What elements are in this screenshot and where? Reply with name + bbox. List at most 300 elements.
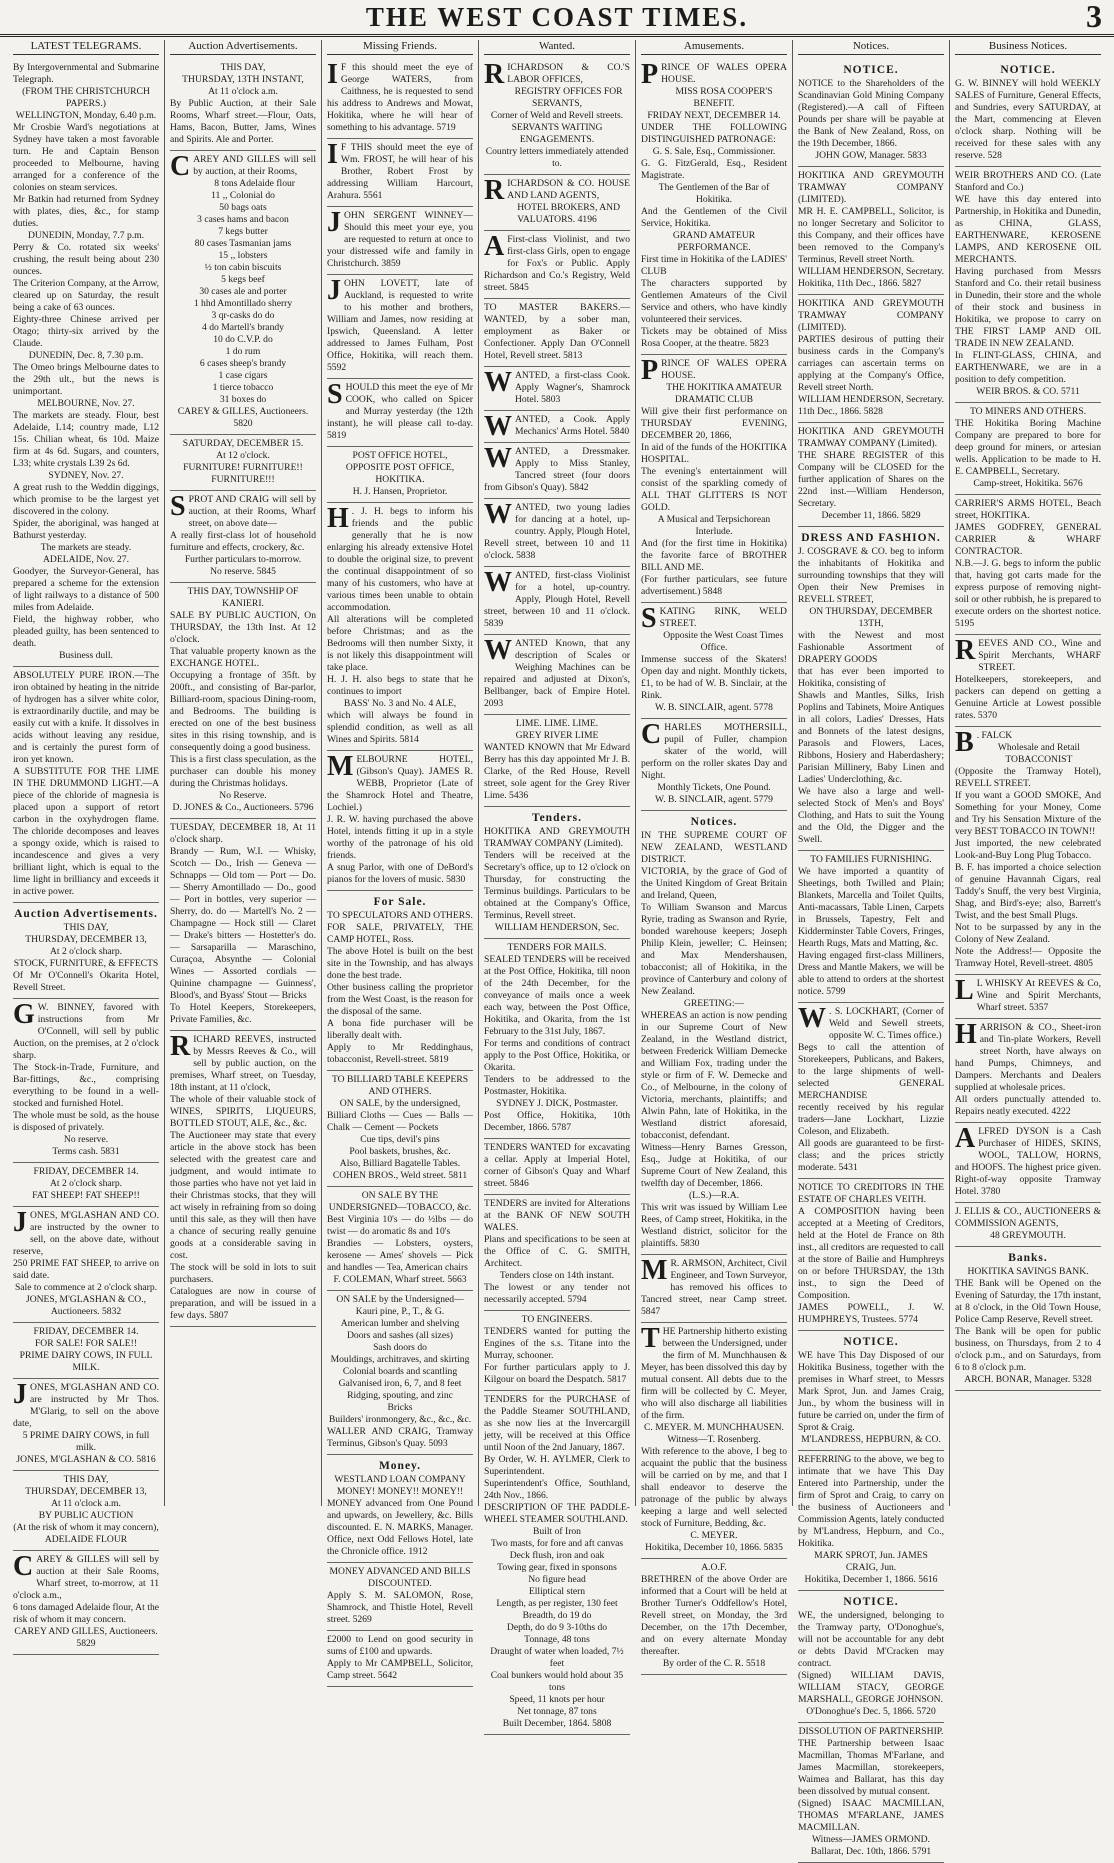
advertisement <box>641 603 787 719</box>
ad-text <box>641 1323 787 1422</box>
ad-text: TENDERS for the PURCHASE of the Paddle Steamer SOUTHLAND, as she now lies at the Invercargill jetty, will be received at this Office until Noon of the 2nd January, 1867. <box>484 1394 630 1453</box>
ad-text: Ballarat, Dec. 10th, 1866. 5791 <box>810 1846 932 1857</box>
ad-text-body: HOULD this meet the eye of Mr COOK, who called on Spicer and Murray yesterday (the 12th instant), he will please call to-day. 5819 <box>327 382 473 441</box>
ad-text: By Intergovernmental and Submarine Telegraph. <box>13 62 159 85</box>
ad-text: A bona fide purchaser will be liberally dealt with. <box>327 1018 473 1041</box>
ad-text: TO MASTER BAKERS.—WANTED, by a sober man, employment as Baker or Confectioner. Apply Dan O'Connell Hotel, Revell street. 5813 <box>484 302 630 361</box>
ad-text: At 2 o'clock sharp. <box>49 946 123 957</box>
drop-cap: S <box>170 491 186 522</box>
ad-text: No figure head <box>528 1574 586 1585</box>
ad-text: HOKITIKA AND GREYMOUTH TRAMWAY COMPANY (LIMITED). <box>798 298 944 333</box>
ad-text: Speed, 11 knots per hour <box>509 1694 605 1705</box>
ad-text: D. JONES & Co., Auctioneers. 5796 <box>172 802 314 813</box>
drop-cap: I <box>327 59 338 90</box>
ad-text-body: ONES, M'GLASHAN AND CO. are instructed by Mr Thos. M'Glarig, to sell on the above date, <box>13 1382 159 1429</box>
ad-text: Doors and sashes (all sizes) <box>346 1330 454 1341</box>
ad-text: WE, the undersigned, belonging to the Tramway party, O'Donoghue's, will not be accountable for any debt or debts David M'Cracken may contract. <box>798 1610 944 1669</box>
ad-text-body: AREY AND GILLES will sell by auction, at their Rooms, <box>193 154 316 177</box>
ad-text: Eighty-three Chinese arrived per Otago; thirty-six arrived by the Claude. <box>13 314 159 349</box>
column-1 <box>8 40 165 1649</box>
ad-text: TO FAMILIES FURNISHING. <box>810 854 932 865</box>
advertisement <box>327 503 473 751</box>
ad-text: DUNEDIN, Dec. 8, 7.30 p.m. <box>28 350 144 361</box>
ad-text: 5 kegs beef <box>221 274 265 285</box>
drop-cap: J <box>327 275 341 306</box>
advertisement <box>327 1631 473 1687</box>
ad-text: Apply to Mr Reddinghaus, tobacconist, Revell-street. 5819 <box>327 1042 473 1065</box>
ad-text: SYDNEY J. DICK, Postmaster. <box>496 1098 618 1109</box>
advertisement <box>327 275 473 379</box>
ad-text-body: R. ARMSON, Architect, Civil Engineer, and Town Surveyor, has removed his offices to Tancred street, near Camp street. 5847 <box>641 1258 787 1317</box>
ad-text <box>484 411 630 442</box>
advertisement <box>798 59 944 167</box>
ad-text: This writ was issued by William Lee Rees, of Camp street, Hokitika, in the Westland district, solicitor for the plaintiffs. 5830 <box>641 1202 787 1249</box>
advertisement <box>955 975 1101 1019</box>
drop-cap: I <box>327 139 338 170</box>
ad-text: 48 GREYMOUTH. <box>990 1230 1066 1241</box>
ad-text <box>955 635 1101 674</box>
advertisement <box>798 851 944 1003</box>
ad-text-body: OHN SERGENT WINNEY—Should this meet your eye, you are requested to return at once to your distressed wife and family in Christchurch. 3859 <box>327 210 473 269</box>
ad-text: POST OFFICE HOTEL, <box>352 450 448 461</box>
ad-text <box>327 379 473 442</box>
ad-text: UNDER THE FOLLOWING DISTINGUISHED PATRONAGE: <box>641 122 787 145</box>
ad-text: FRIDAY NEXT, DECEMBER 14. <box>647 110 781 121</box>
ad-text: Breadth, do 19 do <box>522 1610 592 1621</box>
ad-text: A snug Parlor, with one of DeBord's pianos for the lovers of music. 5830 <box>327 862 473 885</box>
ad-text-body: . S. LOCKHART, (Corner of Weld and Sewell streets, opposite W. C. Times office.) <box>829 1006 944 1041</box>
advertisement <box>327 207 473 275</box>
advertisement <box>798 1591 944 1723</box>
advertisement <box>170 491 316 583</box>
ad-text: Ridging, spouting, and zinc <box>347 1390 453 1401</box>
ad-text-body: ONES, M'GLASHAN AND CO. are instructed by the owner to sell, on the above date, without reserve, <box>13 1210 159 1257</box>
drop-cap: R <box>170 1031 191 1062</box>
ad-text: Goodyer, the Surveyor-General, has prepared a scheme for the extension of light railways to a distance of 500 miles from Adelaide. <box>13 566 159 613</box>
ad-text: All orders punctually attended to. Repairs neatly executed. 4222 <box>955 1094 1101 1117</box>
advertisement <box>484 635 630 715</box>
ad-text <box>170 1031 316 1094</box>
ad-text: G. S. Sale, Esq., Commissioner. <box>652 146 776 157</box>
ad-text: Tonnage, 48 tons <box>524 1634 590 1645</box>
ad-title: Money. <box>378 1460 422 1472</box>
column-4 <box>479 40 636 1729</box>
ad-text: 1 do rum <box>225 346 261 357</box>
ad-text: Brandies — Lobsters, oysters, kerosene — Ames' shovels — Pick and handles — Tea, American chairs <box>327 1238 473 1273</box>
advertisement <box>327 59 473 139</box>
ad-text: The Gentlemen of the Bar of Hokitika. <box>658 182 770 205</box>
ad-text: N.B.—J. G. begs to inform the public that, having got carts made for the express purpose of removing night-soil or other rubbish, he is prepared to execute orders on the shortest notice. 5195 <box>955 558 1102 629</box>
drop-cap: C <box>641 719 662 750</box>
ad-text: Post Office, Hokitika, 10th December, 1866. 5787 <box>484 1110 630 1133</box>
ad-text: Pool baskets, brushes, &c. <box>349 1146 451 1157</box>
ad-text: Mr Crosbie Ward's negotiations at Sydney have taken a most favorable turn. He and Captain Benson proceeded to Melbourne, having arranged for a conference of the colonies on steam services. <box>13 122 159 193</box>
ad-title: NOTICE. <box>1000 64 1056 76</box>
ad-text: MONEY advanced from One Pound and upwards, on Jewellery, &c. Bills discounted. E. N. MARKS, Manager. Office, next Odd Fellows Hotel, late the Chronicle office. 1912 <box>327 1498 473 1557</box>
advertisement <box>327 1187 473 1291</box>
advertisement <box>327 1291 473 1455</box>
ad-text: ARCH. BONAR, Manager. 5328 <box>964 1374 1092 1385</box>
ad-text: TO BILLIARD TABLE KEEPERS AND OTHERS. <box>331 1074 469 1097</box>
ad-text: ON SALE, by the undersigned, <box>339 1098 461 1109</box>
ad-text: MELBOURNE, Nov. 27. <box>37 398 135 409</box>
ad-text: HOKITIKA AND GREYMOUTH TRAMWAY COMPANY (Limited). <box>484 826 630 849</box>
ad-text: HOKITIKA AND GREYMOUTH TRAMWAY COMPANY (LIMITED). <box>798 170 944 205</box>
ad-text: That valuable property known as the EXCHANGE HOTEL. <box>170 646 316 669</box>
drop-cap: R <box>484 59 505 90</box>
ad-text: 7 kegs butter <box>218 226 268 237</box>
ad-text: WILLIAM HENDERSON, Sec. <box>494 922 620 933</box>
ad-text-body: ICHARDSON & CO. HOUSE AND LAND AGENTS, <box>507 178 630 201</box>
ad-text: MONEY ADVANCED AND BILLS DISCOUNTED. <box>329 1566 471 1589</box>
ad-text-body: ICHARDSON & CO.'S LABOR OFFICES, <box>507 62 630 85</box>
ad-text <box>641 719 787 782</box>
advertisement <box>170 819 316 1031</box>
ad-text: STOCK, FURNITURE, & EFFECTS <box>13 958 159 969</box>
ad-text: To William Swanson and Marcus Ryrie, trading as Swanson and Ryrie, bonded warehouse keepers; Joseph Philip Klein, jeweller; C. Heinsen; and Max Mendershausen, tobacconist; all of Hokitika, in the province of Canterbury and colony of New Zealand. <box>641 902 787 997</box>
advertisement <box>484 939 630 1139</box>
drop-cap: M <box>641 1255 668 1286</box>
ad-text: TENDERS WANTED for excavating a cellar. Apply at Imperial Hotel, corner of Gibson's Quay and Wharf street. 5846 <box>484 1142 630 1189</box>
ad-text: Spider, the aboriginal, was hanged at Bathurst yesterday. <box>13 518 159 541</box>
ad-text: THE SHARE REGISTER of this Company will be CLOSED for the further application of Shares on the 22nd inst.—William Henderson, Secretary. <box>798 450 944 509</box>
ad-text-body: ANTED, a Cook. Apply Mechanics' Arms Hotel. 5840 <box>515 414 630 437</box>
ad-text <box>484 635 630 710</box>
ad-text-body: ARRISON & CO., Sheet-iron and Tin-plate Workers, Revell street North, have always on hand Pumps, Chimneys, and Dampers. Merchants and Dealers supplied at wholesale prices. <box>955 1022 1101 1093</box>
advertisement <box>641 1323 787 1559</box>
ad-text: The Auctioneer may state that every article in the above stock has been selected with the greatest care and judgment, and would intimate to those parties who have not yet laid in their Christmas stocks, that they will act wisely in refraining from so doing until this sale, as they will then have a chance of securing really genuine goods at a considerable saving in cost. <box>170 1130 316 1261</box>
drop-cap: R <box>955 635 976 666</box>
ad-text: W. B. SINCLAIR, agent. 5779 <box>655 794 773 805</box>
ad-text: Just imported, the new celebrated Look-and-Buy Long Plug Tobacco. <box>955 838 1101 861</box>
ad-text: recently received by his regular traders—Jane Lockhart, Lizzie Coleson, and Elizabeth. <box>798 1102 944 1137</box>
ad-text: MARK SPROT, Jun. JAMES CRAIG, Jun. <box>814 1550 928 1573</box>
drop-cap: W <box>484 443 512 474</box>
ad-text <box>170 151 316 182</box>
advertisement <box>327 891 473 1071</box>
ad-text: Tickets may be obtained of Miss Rosa Cooper, at the theatre. 5823 <box>641 326 787 349</box>
ad-text <box>641 603 787 634</box>
drop-cap: W <box>484 411 512 442</box>
ad-text: J. ELLIS & CO., AUCTIONEERS & COMMISSION AGENTS, <box>955 1206 1101 1229</box>
column-heading: Business Notices. <box>955 40 1101 55</box>
ad-text: 4 do Martell's brandy <box>202 322 284 333</box>
ad-text: which will always be found in splendid condition, as well as all Wines and Spirits. 5814 <box>327 710 473 745</box>
ad-text: Catalogues are now in course of preparation, and will be issued in a few days. 5807 <box>170 1286 316 1321</box>
ad-text: JAMES POWELL, J. W. HUMPHREYS, Trustees. 5774 <box>798 1302 944 1325</box>
ad-text-body: F this should meet the eye of George WATERS, from Caithness, he is requested to send his address to Andrews and Mowat, Hokitika, where he will hear of something to his advantage. 5719 <box>327 62 473 133</box>
ad-text <box>327 503 473 614</box>
ad-text: A Musical and Terpsichorean Interlude. <box>657 514 771 537</box>
ad-text: A COMPOSITION having been accepted at a Meeting of Creditors, held at the Hotel de France on 8th inst., all creditors are requested to call at the store of Bailie and Humphreys on or before THURSDAY, the 13th inst., to sign the Deed of Composition. <box>798 1206 944 1301</box>
ad-text: H. J. Hansen, Proprietor. <box>352 486 448 497</box>
ad-text: ADELAIDE, Nov. 27. <box>43 554 129 565</box>
advertisement <box>13 59 159 667</box>
ad-text-body: ANTED, a Dressmaker. Apply to Miss Stanley, Tancred street (four doors from Gibson's Quay). 5842 <box>484 446 630 493</box>
ad-text: LIME. LIME. LIME. <box>515 718 599 729</box>
ad-text: And (for the first time in Hokitika) the favorite farce of BROTHER BILL AND ME. <box>641 538 787 573</box>
ad-text: THIS DAY, <box>63 1474 109 1485</box>
ad-title: DRESS AND FASHION. <box>801 532 941 544</box>
ad-text: Kauri pine, P., T., & G. <box>355 1306 445 1317</box>
ad-text: The markets are steady. <box>40 542 132 553</box>
ad-text: Other business calling the proprietor from the West Coast, is the reason for the disposal of the same. <box>327 982 473 1017</box>
ad-text: At 11 o'clock a.m. <box>51 1498 121 1509</box>
ad-text: PARTIES desirous of putting their business cards in the Company's carriages can ascertain terms on applying at the Company's Office, Revell street North. <box>798 334 944 393</box>
ad-text: Opposite the West Coast Times Office. <box>663 630 784 653</box>
ad-text <box>13 1551 159 1602</box>
advertisement <box>641 1255 787 1323</box>
ad-text: SYDNEY, Nov. 27. <box>48 470 124 481</box>
ad-text: Corner of Weld and Revell streets. <box>490 110 624 121</box>
newspaper-title: THE WEST COAST TIMES. <box>365 2 749 32</box>
ad-text: To Hotel Keepers, Storekeepers, Private Families, &c. <box>170 1002 316 1025</box>
advertisement <box>484 175 630 231</box>
ad-text <box>955 1123 1101 1198</box>
ad-text: WILLIAM HENDERSON, Secretary. Hokitika, 11th Dec., 1866. 5827 <box>798 266 944 289</box>
ad-title: NOTICE. <box>843 1596 899 1608</box>
advertisement <box>955 1203 1101 1247</box>
drop-cap: J <box>327 207 341 238</box>
ad-text: BY PUBLIC AUCTION <box>38 1510 134 1521</box>
ad-text: 6 tons damaged Adelaide flour, At the risk of whom it may concern. <box>13 1602 159 1625</box>
column-heading: Missing Friends. <box>327 40 473 55</box>
advertisement <box>327 1071 473 1187</box>
ad-text: Net tonnage, 87 tons <box>517 1706 597 1717</box>
ad-text: American lumber and shelving <box>340 1318 460 1329</box>
ad-text: In FLINT-GLASS, CHINA, and EARTHENWARE, we are in a position to defy competition. <box>955 350 1101 385</box>
ad-text <box>170 491 316 530</box>
ad-text: Length, as per register, 130 feet <box>496 1598 618 1609</box>
ad-title: For Sale. <box>373 896 427 908</box>
ad-text: Tenders to be addressed to the Postmaster, Hokitika. <box>484 1074 630 1097</box>
ad-text: JAMES GODFREY, GENERAL CARRIER & WHARF CONTRACTOR. <box>955 522 1101 557</box>
ad-text: Bricks <box>387 1402 413 1413</box>
ad-text <box>484 231 630 294</box>
ad-text: Galvanised iron, 6, 7, and 8 feet <box>338 1378 462 1389</box>
ad-text: 5 PRIME DAIRY COWS, in full milk. <box>22 1430 150 1453</box>
advertisement <box>484 1139 630 1195</box>
advertisement <box>798 527 944 851</box>
ad-text <box>327 207 473 270</box>
ad-text: No reserve. <box>63 1134 109 1145</box>
advertisement <box>798 1451 944 1591</box>
ad-text: THURSDAY, DECEMBER 13, <box>25 1486 147 1497</box>
ad-text: If you want a GOOD SMOKE, And Something for your Money, Come and Try his Sensation Mixture of the very BEST TOBACCO IN TOWN!! <box>955 790 1101 837</box>
ad-text: All alterations will be completed before Christmas; and as the Bedrooms will then number Sixty, it is not likely this disappointment will take place. <box>327 614 473 673</box>
ad-text: 1 case cigars <box>218 370 268 381</box>
drop-cap: W <box>798 1003 826 1034</box>
ad-text: The lowest or any tender not necessarily accepted. 5794 <box>484 1282 630 1305</box>
ad-text: Terms cash. 5831 <box>52 1146 120 1157</box>
drop-cap: J <box>13 1379 27 1410</box>
ad-text <box>484 499 630 562</box>
ad-text: J. R. W. having purchased the above Hotel, intends fitting it up in a style worthy of the patronage of his old friends. <box>327 814 473 861</box>
advertisement <box>484 299 630 367</box>
ad-text: TUESDAY, DECEMBER 18, At 11 o'clock sharp. <box>170 822 316 845</box>
drop-cap: B <box>955 727 974 758</box>
ad-text-body: ELBOURNE HOTEL, (Gibson's Quay). JAMES R. WEBB, Proprietor (Late of the Shamrock Hotel and Theatre, Lochiel.) <box>327 754 473 813</box>
advertisement <box>955 1019 1101 1123</box>
ad-text: IN THE SUPREME COURT OF NEW ZEALAND, WESTLAND DISTRICT. <box>641 830 787 865</box>
ad-text: All goods are guaranteed to be first-class; and the prices strictly moderate. 5431 <box>798 1138 944 1173</box>
ad-text-body: . J. H. begs to inform his friends and the public generally that he is now enlarging his already extensive Hotel to double the original size, to prevent the continual disappointment of so many of his customers, who have at various times been unable to obtain accommodation. <box>327 506 473 613</box>
ad-text: A great rush to the Weddin diggings, which promise to be the largest yet discovered in the colony. <box>13 482 159 517</box>
ad-text: DUNEDIN, Monday, 7.7 p.m. <box>27 230 145 241</box>
ad-text: ON SALE by the Undersigned— <box>336 1294 464 1305</box>
ad-text: The characters supported by Gentlemen Amateurs of the Civil Service and others, who have kindly volunteered their services. <box>641 278 787 325</box>
ad-text: GRAND AMATEUR PERFORMANCE. <box>672 230 756 253</box>
ad-text: WEIR BROS. & CO. 5711 <box>976 386 1080 397</box>
ad-text: HOKITIKA AND GREYMOUTH TRAMWAY COMPANY (Limited). <box>798 426 944 449</box>
ad-text: THE Hokitika Boring Machine Company are prepared to bore for deep ground for miners, or artesian wells. Application to be made to H. E. CAMPBELL, Secretary. <box>955 418 1101 477</box>
ad-text-body: EEVES AND CO., Wine and Spirit Merchants, WHARF STREET. <box>978 638 1101 673</box>
ad-text: Colonial boards and scantling <box>342 1366 458 1377</box>
advertisement <box>798 167 944 295</box>
ad-text: A SUBSTITUTE FOR THE LIME IN THE DRUMMOND LIGHT.—A piece of the chloride of magnesia is placed upon a support of retort carbon in the oxyhydrogen flame. The chloride decomposes and leaves a spongy oxide, which is raised to incandescence and gives a very brilliant light, which is equal to the lime light in brilliancy and exceeds it in active power. <box>13 766 159 897</box>
ad-text: (Opposite the Tramway Hotel), REVELL STREET. <box>955 766 1101 789</box>
ad-text: WESTLAND LOAN COMPANY <box>334 1474 466 1485</box>
ad-text: FAT SHEEP! FAT SHEEP!! <box>32 1190 140 1201</box>
ad-text: Not to be surpassed by any in the Colony of New Zealand. <box>955 922 1101 945</box>
ad-text: December 11, 1866. 5829 <box>821 510 921 521</box>
ad-text <box>484 367 630 406</box>
ad-text: NOTICE to the Shareholders of the Scandinavian Gold Mining Company (Registered).—A call of Fifteen Pounds per share will be payable at the Bank of New Zealand, Ross, on the 19th December, 1866. <box>798 78 944 149</box>
ad-text: Camp-street, Hokitika. 5676 <box>973 478 1083 489</box>
ad-text: G. W. BINNEY will hold WEEKLY SALES of Furniture, General Effects, and Sundries, every SATURDAY, at the Mart, commencing at Eleven o'clock sharp. Nothing will be received for these sales with any reserve. 528 <box>955 78 1101 161</box>
ad-text: H. J. H. also begs to state that he continues to import <box>327 674 473 697</box>
drop-cap: G <box>13 999 35 1030</box>
advertisement <box>170 59 316 151</box>
ad-text: Coal bunkers would hold about 35 tons <box>490 1670 624 1693</box>
ad-text: COHEN BROS., Weld street. 5811 <box>332 1170 468 1181</box>
ad-text-body: RINCE OF WALES OPERA HOUSE. <box>661 62 787 85</box>
ad-text: This is a first class speculation, as the purchaser can double his money during the Christmas holidays. <box>170 754 316 789</box>
advertisement <box>13 1379 159 1471</box>
advertisement <box>955 59 1101 167</box>
ad-text: In aid of the funds of the HOKITIKA HOSPITAL. <box>641 442 787 465</box>
ad-text: THIS DAY, TOWNSHIP OF KANIERI. <box>187 586 299 609</box>
ad-text: ON THURSDAY, DECEMBER 13TH, <box>809 606 933 629</box>
ad-text: JOHN GOW, Manager. 5833 <box>815 150 927 161</box>
ad-text: W. B. SINCLAIR, agent. 5778 <box>655 702 773 713</box>
ad-text: FURNITURE! FURNITURE!! FURNITURE!!! <box>183 462 303 485</box>
ad-text-body: KATING RINK, WELD STREET. <box>659 606 787 629</box>
ad-text: The Omeo brings Melbourne dates to the 29th ult., but the news is unimportant. <box>13 362 159 397</box>
ad-text: The Stock-in-Trade, Furniture, and Bar-fittings, &c., comprising everything to be found in a well-stocked and furnished Hotel. <box>13 1062 159 1109</box>
ad-text: Built December, 1864. 5808 <box>502 1718 612 1729</box>
ad-text: Business dull. <box>59 650 113 661</box>
column-heading: Notices. <box>798 40 944 55</box>
ad-text: Built of Iron <box>533 1526 581 1537</box>
ad-text: JONES, M'GLASHAN & CO. 5816 <box>16 1454 156 1465</box>
ad-text: (Signed) WILLIAM DAVIS, WILLIAM STACY, GEORGE MARSHALL, GEORGE JOHNSON. <box>798 1670 944 1705</box>
ad-text <box>641 59 787 90</box>
ad-text: THURSDAY, 13TH INSTANT, <box>182 74 304 85</box>
ad-text-body: W. BINNEY, favored with instructions from Mr O'Connell, will sell by public Auction, on the premises, at 2 o'clock sharp. <box>13 1002 159 1061</box>
ad-text: CAREY & GILLES, Auctioneers. 5820 <box>177 406 309 429</box>
ad-text-body: PROT AND CRAIG will sell by auction, at their Rooms, Wharf street, on above date— <box>188 494 316 529</box>
ad-text-body: LFRED DYSON is a Cash Purchaser of HIDES, SKINS, WOOL, TALLOW, HORNS, and HOOFS. The highest price given. Right-of-way opposite Tramway Hotel. 3780 <box>955 1126 1101 1197</box>
ad-title: NOTICE. <box>843 1336 899 1348</box>
ad-text: By Public Auction, at their Sale Rooms, Wharf street.—Flour, Oats, Hams, Bacon, Butter, Jams, Wines and Spirits. Ale and Porter. <box>170 98 316 145</box>
ad-text: Begs to call the attention of Storekeepers, Publicans, and Bakers, to the large shipments of well-selected GENERAL MERCHANDISE <box>798 1042 944 1101</box>
ad-text <box>484 567 630 630</box>
ad-text-body: ANTED Known, that any description of Scales or Weighing Machines can be repaired and adjusted at Dixon's, Bellbanger, back of Empire Hotel. 2093 <box>484 638 630 709</box>
ad-text: 10 do C.V.P. do <box>213 334 273 345</box>
column-3 <box>322 40 479 1681</box>
drop-cap: H <box>327 503 349 534</box>
advertisement <box>484 499 630 567</box>
ad-text: Having purchased from Messrs Stanford and Co. their retail business in Dunedin, their store and the whole of their stock and business in Hokitika, we propose to carry on THE FIRST LAMP AND OIL TRADE IN NEW ZEALAND. <box>955 266 1101 349</box>
ad-text-body: ICHARD REEVES, instructed by Messrs Reeves & Co., will sell by public auction, on the premises, Wharf street, on Tuesday, 18th instant, at 11 o'clock, <box>170 1034 316 1093</box>
ad-text: TO ENGINEERS. <box>521 1314 593 1325</box>
ad-text: REFERRING to the above, we beg to intimate that we have This Day Entered into Partnership, under the firm of Sprot and Craig, to carry on the business of Auctioneers and Commission Agents, lately conducted by M'Landress, Hepburn, and Co., Hokitika. <box>798 1454 944 1549</box>
advertisement <box>170 151 316 435</box>
ad-text: Billiard Cloths — Cues — Balls — Chalk — Cement — Pockets <box>327 1110 473 1133</box>
drop-cap: T <box>641 1323 660 1354</box>
ad-text: No reserve. 5845 <box>210 566 276 577</box>
column-heading: LATEST TELEGRAMS. <box>13 40 159 55</box>
ad-text: DESCRIPTION OF THE PADDLE-WHEEL STEAMER SOUTHLAND. <box>484 1502 630 1525</box>
ad-text: Hotelkeepers, storekeepers, and packers can depend on getting a Genuine Article at Lowest possible rates. 5370 <box>955 674 1101 721</box>
ad-text: 31 boxes do <box>219 394 267 405</box>
advertisement <box>484 1195 630 1311</box>
ad-text: (At the risk of whom it may concern), <box>13 1522 159 1533</box>
column-2 <box>165 40 322 1506</box>
ad-text: 6 cases sheep's brandy <box>199 358 287 369</box>
advertisement <box>484 567 630 635</box>
ad-text: WHEREAS an action is now pending in our Supreme Court of New Zealand, in the Westland district, between Frederick William Demecke and William Fox, trading under the style or firm of F. W. Demecke and Co., of Melbourne, in the colony of Victoria, merchants, plaintiffs; and Alwin Pahn, late of Hokitika, in the Westland district aforesaid, tobacconist, defendant. <box>641 1010 787 1141</box>
ad-text-body: . FALCK <box>976 730 1013 741</box>
ad-text: JONES, M'GLASHAN & CO., Auctioneers. 5832 <box>25 1294 147 1317</box>
drop-cap: L <box>955 975 974 1006</box>
ad-title: NOTICE. <box>843 64 899 76</box>
ad-text: TENDERS are invited for Alterations at the BANK OF NEW SOUTH WALES. <box>484 1198 630 1233</box>
drop-cap: P <box>641 355 659 386</box>
advertisement <box>327 1563 473 1631</box>
ad-title: Banks. <box>1008 1252 1048 1264</box>
advertisement <box>13 1551 159 1655</box>
advertisement <box>955 635 1101 727</box>
drop-cap: R <box>484 175 505 206</box>
advertisement <box>955 167 1101 403</box>
ad-text-body: First-class Violinist, and two first-class Girls, open to engage for Fox's or Public. Apply Richardson and Co.'s Registry, Weld street. 5845 <box>484 234 630 293</box>
ad-text: TO SPECULATORS AND OTHERS. <box>327 910 473 921</box>
ad-text: C. MEYER. <box>690 1530 738 1541</box>
advertisement <box>170 435 316 491</box>
advertisement <box>955 727 1101 975</box>
ad-text: The whole of their valuable stock of WINES, SPIRITS, LIQUEURS, BOTTLED STOUT, ALE, &c., &c. <box>170 1094 316 1129</box>
ad-text <box>327 751 473 814</box>
ad-text: NOTICE TO CREDITORS IN THE ESTATE OF CHARLES VEITH. <box>798 1182 944 1205</box>
column-heading: Auction Advertisements. <box>170 40 316 55</box>
ad-text: TO MINERS AND OTHERS. <box>969 406 1087 417</box>
column-heading: Amusements. <box>641 40 787 55</box>
ad-text: A really first-class lot of household furniture and effects, crockery, &c. <box>170 530 316 553</box>
ad-text: Witness—Henry Barnes Gresson, Esq., Judge at Hokitika, of our Supreme Court of New Zealand, this twelfth day of December, 1866. <box>641 1142 787 1189</box>
ad-text: Draught of water when loaded, 7½ feet <box>490 1646 624 1669</box>
ad-text: The evening's entertainment will consist of the sparkling comedy of ALL THAT GLITTERS IS NOT GOLD. <box>641 466 787 513</box>
advertisement <box>484 411 630 443</box>
ad-text: SERVANTS WAITING ENGAGEMENTS. <box>511 122 603 145</box>
ad-text: WILLIAM HENDERSON, Secretary. 11th Dec., 1866. 5828 <box>798 394 944 417</box>
ad-text-body: AREY & GILLES will sell by auction at their Sale Rooms, Wharf street, to-morrow, at 11 o'clock a.m., <box>13 1554 159 1601</box>
ad-text: Note the Address!— Opposite the Tramway Hotel, Revell-street. 4805 <box>955 946 1101 969</box>
ad-text: By order of the C. R. 5518 <box>662 1658 766 1669</box>
ad-text <box>13 1379 159 1430</box>
ad-text: GREY RIVER LIME <box>515 730 599 741</box>
